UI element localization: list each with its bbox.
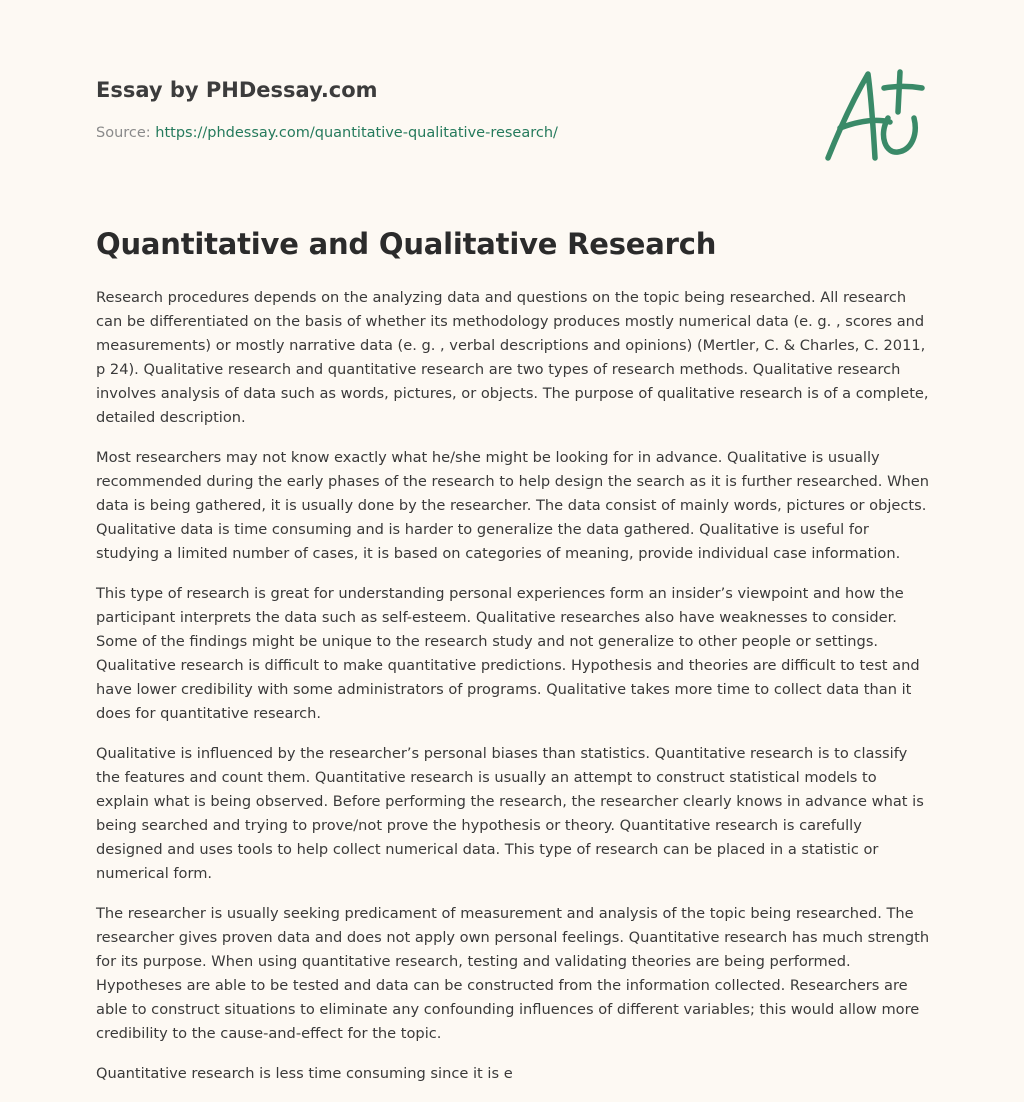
essay-paragraph: Quantitative research is less time consuming since it is e	[96, 1065, 513, 1082]
essay-paragraph: The researcher is usually seeking predicament of measurement and analysis of the topic being researched. The researcher gives proven data and does not apply own personal feelings. Quantitative research has much strength for its purpose. When using quantitative research, testing and validating theories are being performed. Hypotheses are able to be tested and data can be constructed from the information collected. Researchers are able to construct situations to eliminate any confounding influences of different variables; this would allow more credibility to the cause-and-effect for the topic.	[96, 905, 930, 1042]
a-plus-grade-icon	[818, 66, 928, 166]
source-label: Source:	[96, 125, 151, 141]
essay-body	[96, 286, 932, 1102]
essay-paragraph: Most researchers may not know exactly what he/she might be looking for in advance. Qualitative is usually recommended during the early phases of the research to help design the search as it is further researched. When data is being gathered, it is usually done by the researcher. The data consist of mainly words, pictures or objects. Qualitative data is time consuming and is harder to generalize the data gathered. Qualitative is useful for studying a limited number of cases, it is based on categories of meaning, provide individual case information.	[96, 449, 929, 562]
essay-paragraph: This type of research is great for understanding personal experiences form an insider’s viewpoint and how the participant interprets the data such as self-esteem. Qualitative researches also have weaknesses to consider. Some of the findings might be unique to the research study and not generalize to other people or settings. Qualitative research is difficult to make quantitative predictions. Hypothesis and theories are difficult to test and have lower credibility with some administrators of programs. Qualitative takes more time to collect data than it does for quantitative research.	[96, 585, 920, 722]
essay-paragraph: Research procedures depends on the analyzing data and questions on the topic being researched. All research can be differentiated on the basis of whether its methodology produces mostly numerical data (e. g. , scores and measurements) or mostly narrative data (e. g. , verbal descriptions and opinions) (Mertler, C. & Charles, C. 2011, p 24). Qualitative research and quantitative research are two types of research methods. Qualitative research involves analysis of data such as words, pictures, or objects. The purpose of qualitative research is of a complete, detailed description.	[96, 289, 929, 426]
document-header	[96, 76, 796, 143]
source-line	[96, 123, 796, 143]
essay-title: Quantitative and Qualitative Research	[96, 227, 717, 261]
source-link[interactable]: https://phdessay.com/quantitative-qualitative-research/	[155, 125, 558, 141]
brand-title: Essay by PHDessay.com	[96, 78, 378, 102]
essay-paragraph: Qualitative is influenced by the researcher’s personal biases than statistics. Quantitative research is to classify the features and count them. Quantitative research is usually an attempt to construct statistical models to explain what is being observed. Before performing the research, the researcher clearly knows in advance what is being searched and trying to prove/not prove the hypothesis or theory. Quantitative research is carefully designed and uses tools to help collect numerical data. This type of research can be placed in a statistic or numerical form.	[96, 745, 924, 882]
